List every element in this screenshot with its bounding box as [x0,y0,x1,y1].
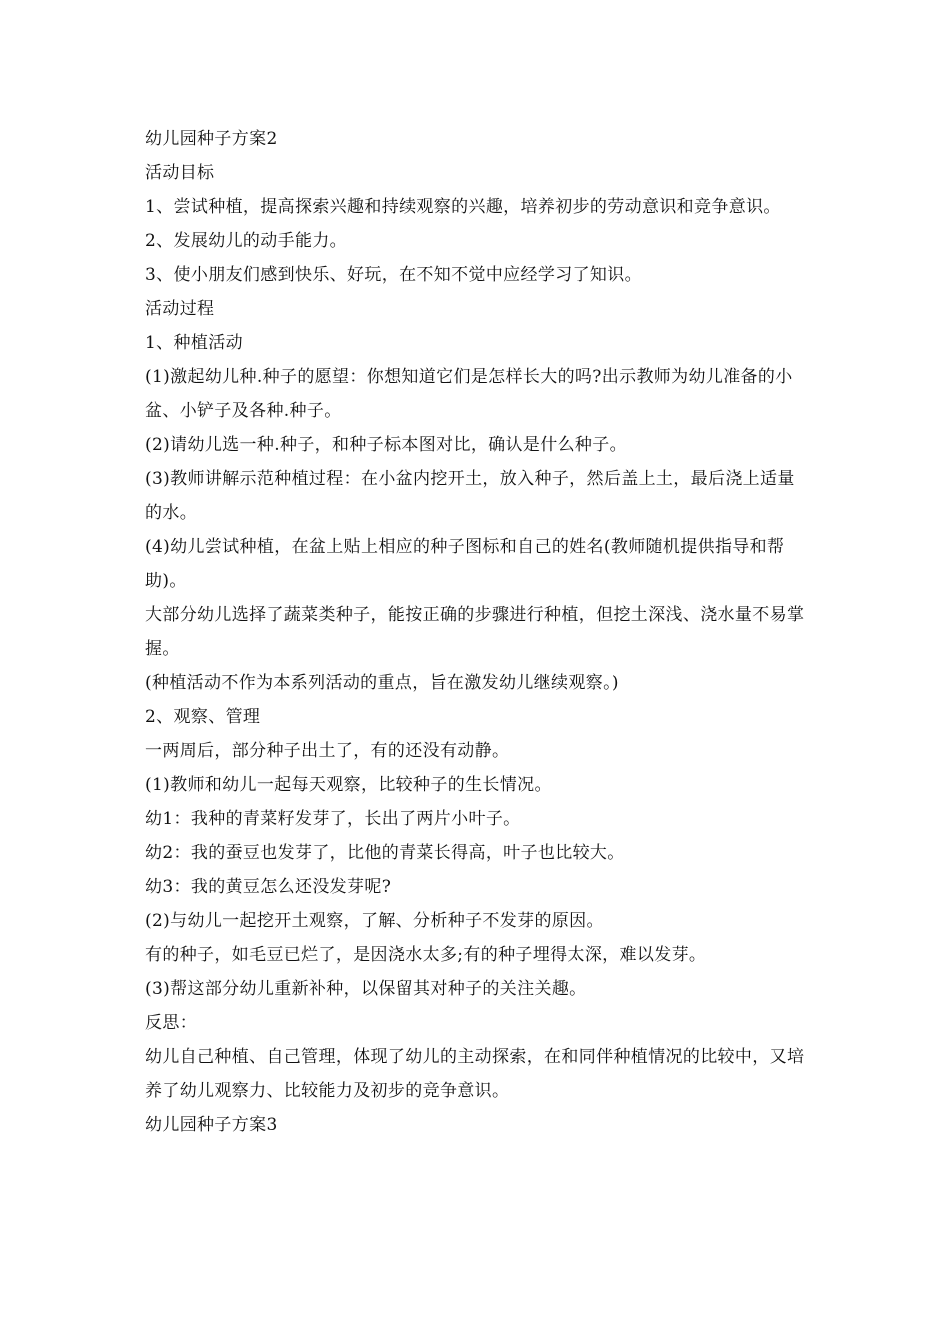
reflection-text: 幼儿自己种植、自己管理，体现了幼儿的主动探索，在和同伴种植情况的比较中，又培养了幼儿观察力、比较能力及初步的竞争意识。 [145,1047,805,1101]
subheading-planting: 1、种植活动 [145,333,243,353]
subheading-observe: 2、观察、管理 [145,707,261,727]
goal-item-2: 2、发展幼儿的动手能力。 [145,231,348,251]
planting-step-1: (1)激起幼儿种.种子的愿望：你想知道它们是怎样长大的吗?出示教师为幼儿准备的小盆、小铲子及各种.种子。 [145,367,793,421]
observe-intro: 一两周后，部分种子出土了，有的还没有动静。 [145,741,510,761]
observe-step-3: (3)帮这部分幼儿重新补种，以保留其对种子的关注关趣。 [145,979,587,999]
goal-item-3: 3、使小朋友们感到快乐、好玩，在不知不觉中应经学习了知识。 [145,265,642,285]
child-quote-1: 幼1：我种的青菜籽发芽了，长出了两片小叶子。 [145,809,521,829]
document-body [145,122,810,1142]
heading-reflection: 反思： [145,1013,198,1033]
planting-step-4: (4)幼儿尝试种植，在盆上贴上相应的种子图标和自己的姓名(教师随机提供指导和帮助)。 [145,537,785,591]
heading-process: 活动过程 [145,299,215,319]
next-section-title: 幼儿园种子方案3 [145,1115,278,1135]
planting-note: (种植活动不作为本系列活动的重点，旨在激发幼儿继续观察。) [145,673,619,693]
observe-step-2: (2)与幼儿一起挖开土观察，了解、分析种子不发芽的原因。 [145,911,604,931]
planting-observation: 大部分幼儿选择了蔬菜类种子，能按正确的步骤进行种植，但挖土深浅、浇水量不易掌握。 [145,605,805,659]
planting-step-2: (2)请幼儿选一种.种子，和种子标本图对比，确认是什么种子。 [145,435,627,455]
goal-item-1: 1、尝试种植，提高探索兴趣和持续观察的兴趣，培养初步的劳动意识和竞争意识。 [145,197,781,217]
heading-goals: 活动目标 [145,163,215,183]
observe-step-1: (1)教师和幼儿一起每天观察，比较种子的生长情况。 [145,775,552,795]
section-title: 幼儿园种子方案2 [145,129,278,149]
planting-step-3: (3)教师讲解示范种植过程：在小盆内挖开土，放入种子，然后盖上土，最后浇上适量的水。 [145,469,795,523]
observe-finding: 有的种子，如毛豆已烂了，是因浇水太多;有的种子埋得太深，难以发芽。 [145,945,707,965]
child-quote-3: 幼3：我的黄豆怎么还没发芽呢? [145,877,392,897]
child-quote-2: 幼2：我的蚕豆也发芽了，比他的青菜长得高，叶子也比较大。 [145,843,625,863]
